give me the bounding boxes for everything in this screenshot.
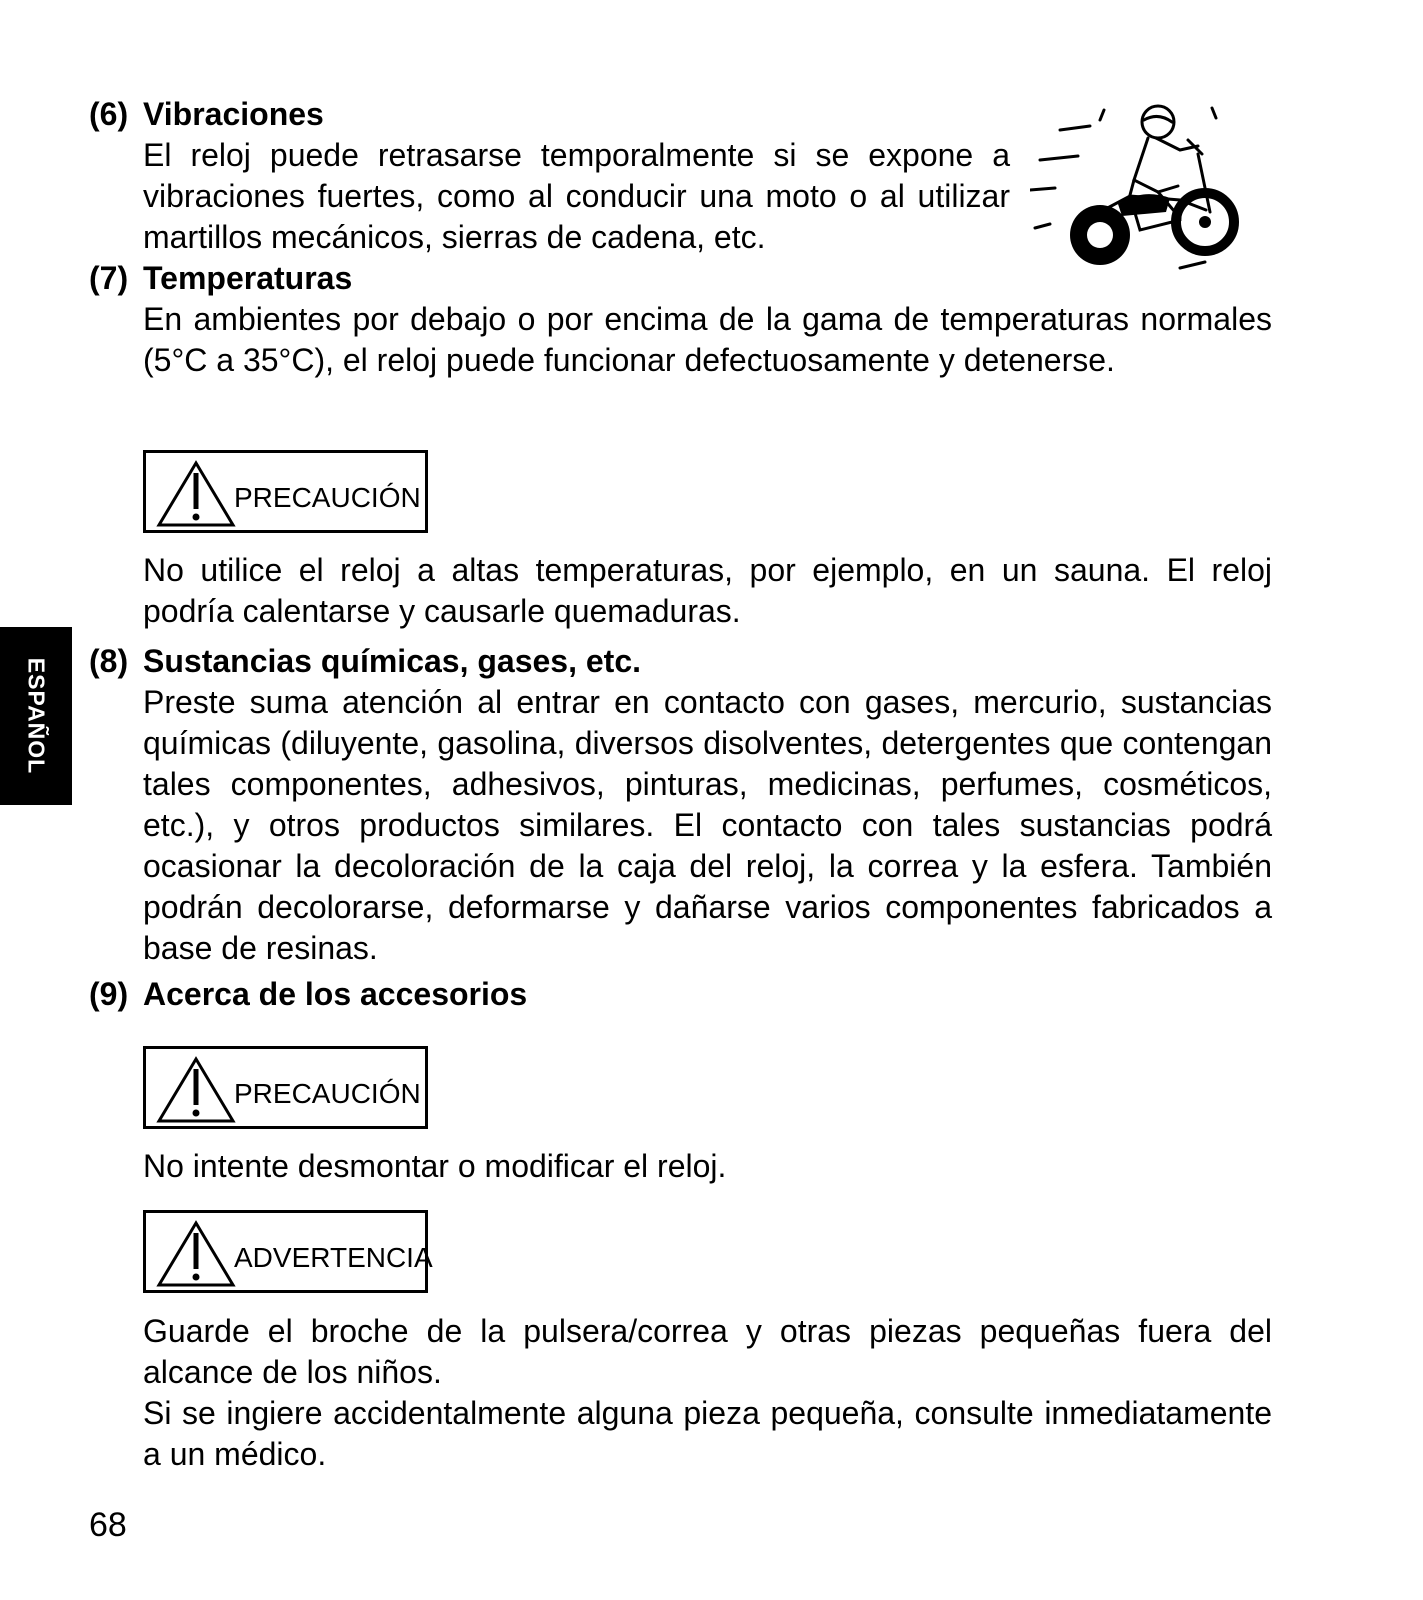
warning-text-1: Guarde el broche de la pulsera/correa y otras piezas pequeñas fuera del alcance de los niños. [143, 1313, 1272, 1390]
section-8-title: Sustancias químicas, gases, etc. [143, 643, 642, 679]
section-6-number: (6) [89, 96, 129, 132]
caution-box-temperature [143, 450, 428, 533]
warning-text-2: Si se ingiere accidentalmente alguna pieza pequeña, consulte inmediatamente a un médico. [143, 1395, 1272, 1472]
language-tab-label: ESPAÑOL [23, 657, 50, 775]
section-7-body: En ambientes por debajo o por encima de la gama de temperaturas normales (5°C a 35°C), el reloj puede funcionar defectuosamente y detenerse. [143, 301, 1272, 378]
warning-triangle-icon [156, 459, 236, 527]
warning-box-accessories [143, 1210, 433, 1293]
language-tab [0, 627, 72, 805]
caution-label: PRECAUCIÓN [234, 1078, 421, 1109]
section-7-number: (7) [89, 260, 129, 296]
caution-text-accessories: No intente desmontar o modificar el reloj. [143, 1148, 727, 1184]
section-8-body: Preste suma atención al entrar en contacto con gases, mercurio, sustancias químicas (diluyente, gasolina, diversos disolventes, detergentes que contengan tales componentes, adhesivos, pinturas, medicinas, perfumes, cosméticos, etc.), y otros productos similares. El contacto con tales sustancias podrá ocasionar la decoloración de la caja del reloj, la correa y la esfera. También podrán decolorarse, deformarse y dañarse varios componentes fabricados a base de resinas. [143, 684, 1272, 966]
warning-label: ADVERTENCIA [234, 1242, 433, 1273]
section-9-number: (9) [89, 976, 129, 1012]
warning-triangle-icon [156, 1219, 236, 1287]
section-7-title: Temperaturas [143, 260, 353, 296]
caution-label: PRECAUCIÓN [234, 482, 421, 513]
section-7-heading [89, 258, 352, 299]
warning-triangle-icon [156, 1055, 236, 1123]
section-6-title: Vibraciones [143, 96, 324, 132]
section-6-body: El reloj puede retrasarse temporalmente si se expone a vibraciones fuertes, como al conducir una moto o al utilizar martillos mecánicos, sierras de cadena, etc. [143, 137, 1010, 255]
section-8-heading [89, 641, 641, 682]
section-9-title: Acerca de los accesorios [143, 976, 528, 1012]
page-number: 68 [89, 1506, 127, 1544]
section-8-number: (8) [89, 643, 129, 679]
motorcycle-illustration [1030, 100, 1260, 280]
caution-text-temperature: No utilice el reloj a altas temperaturas, por ejemplo, en un sauna. El reloj podría calentarse y causarle quemaduras. [143, 552, 1272, 629]
section-9-heading [89, 974, 527, 1015]
caution-box-accessories [143, 1046, 428, 1129]
section-6-heading [89, 94, 324, 135]
